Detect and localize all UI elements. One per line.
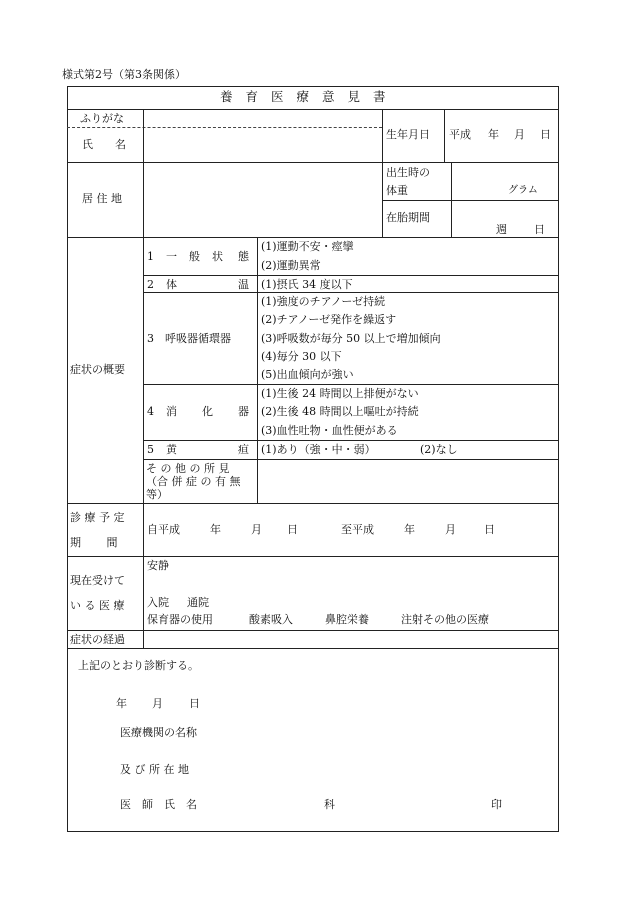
- symptom-option[interactable]: (3)呼吸数が毎分 50 以上で増加傾向: [261, 332, 441, 345]
- symptom-option[interactable]: (2)生後 48 時間以上嘔吐が持続: [261, 405, 419, 418]
- birth-weight-label: 出生時の: [386, 166, 430, 179]
- symptom-option[interactable]: (3)血性吐物・血性便がある: [261, 424, 398, 437]
- furigana-label: ふりがな: [80, 112, 124, 125]
- symptom-option[interactable]: (1)摂氏 34 度以下: [261, 278, 353, 291]
- symptom-option[interactable]: (1)生後 24 時間以上排便がない: [261, 387, 419, 400]
- treatment-option-outpatient[interactable]: 通院: [187, 596, 209, 609]
- treatment-option-injection-other[interactable]: 注射その他の医療: [401, 613, 489, 626]
- symptom-option[interactable]: (1)あり（強・中・弱）: [261, 443, 376, 456]
- treatment-option-oxygen[interactable]: 酸素吸入: [249, 613, 293, 626]
- treatment-option-inpatient[interactable]: 入院: [147, 596, 169, 609]
- name-label: 氏 名: [82, 138, 126, 151]
- treatment-option-nasal-feeding[interactable]: 鼻腔栄養: [325, 613, 369, 626]
- birth-weight-unit: グラム: [508, 185, 538, 196]
- seal-mark: 印: [491, 798, 502, 811]
- treatment-option-rest[interactable]: 安静: [147, 559, 169, 572]
- treatment-period-label: 診 療 予 定: [70, 511, 125, 524]
- progress-label: 症状の経過: [70, 633, 125, 646]
- symptoms-label: 症状の概要: [70, 363, 125, 376]
- symptom-option[interactable]: (1)強度のチアノーゼ持続: [261, 295, 386, 308]
- treatment-option-incubator[interactable]: 保育器の使用: [147, 613, 213, 626]
- other-findings-label-2: （合 併 症 の 有 無: [146, 475, 241, 488]
- furigana-field[interactable]: [144, 110, 381, 126]
- address-label: 居 住 地: [82, 192, 122, 205]
- other-findings-label-3: 等）: [146, 488, 168, 501]
- symptom-option[interactable]: (5)出血傾向が強い: [261, 368, 354, 381]
- symptom-option[interactable]: (2)なし: [420, 443, 458, 456]
- address-field[interactable]: [144, 163, 381, 236]
- gestation-weeks-unit: 週: [496, 223, 507, 236]
- birthdate-label: 生年月日: [386, 128, 430, 141]
- progress-field[interactable]: [144, 631, 557, 647]
- doctor-name-label: 医 師 氏 名: [120, 798, 197, 811]
- symptom-option[interactable]: (2)運動異常: [261, 259, 321, 272]
- symptom-respiratory-label: 3 呼吸器循環器: [147, 332, 231, 345]
- institution-address-label: 及 び 所 在 地: [120, 763, 189, 776]
- treatment-period-label-2: 期 間: [70, 536, 118, 549]
- birth-weight-label-2: 体重: [386, 184, 408, 197]
- other-findings-field[interactable]: [258, 460, 557, 502]
- current-treatment-label-2: い る 医 療: [70, 599, 125, 612]
- gestation-label: 在胎期間: [386, 211, 430, 224]
- current-treatment-label: 現在受けて: [70, 574, 125, 587]
- department-label: 科: [324, 798, 335, 811]
- symptom-option[interactable]: (4)毎分 30 以下: [261, 350, 342, 363]
- diagnosis-statement: 上記のとおり診断する。: [78, 659, 199, 672]
- form-title: 養育医療意見書: [220, 89, 399, 104]
- symptom-option[interactable]: (1)運動不安・痙攣: [261, 240, 354, 253]
- institution-name-label: 医療機関の名称: [120, 726, 197, 739]
- name-field[interactable]: [144, 129, 381, 161]
- symptom-option[interactable]: (2)チアノーゼ発作を繰返す: [261, 313, 397, 326]
- other-findings-label: そ の 他 の 所 見: [146, 462, 230, 475]
- form-number: 様式第2号（第3条関係）: [62, 68, 186, 81]
- gestation-days-unit: 日: [534, 223, 545, 236]
